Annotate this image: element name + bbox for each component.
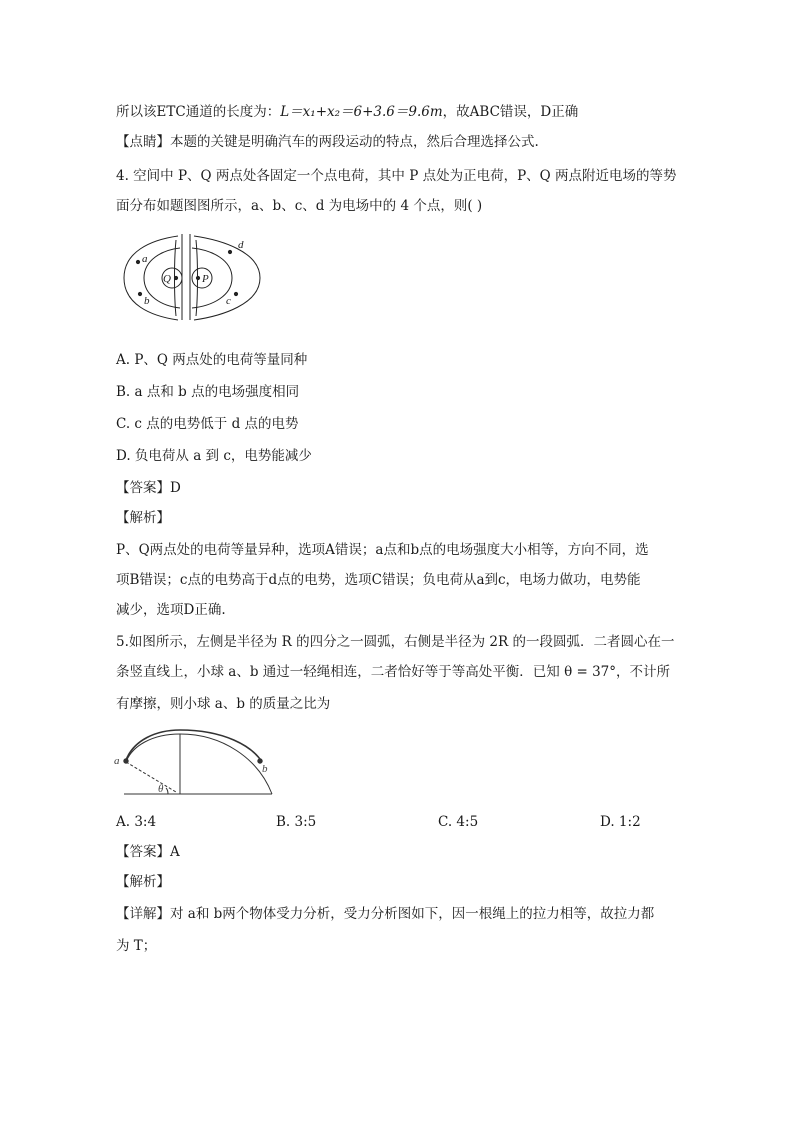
q4-analysis-line3: 减少，选项D正确. bbox=[116, 602, 226, 618]
q5-stem-line1: 5.如图所示，左侧是半径为 R 的四分之一圆弧，右侧是半径为 2R 的一段圆弧．二者圆心在一 bbox=[116, 634, 675, 650]
q4-analysis-line1: P、Q两点处的电荷等量异种，选项A错误；a点和b点的电场强度大小相等，方向不同，选 bbox=[116, 542, 649, 558]
label-a: a bbox=[142, 253, 148, 265]
q4-option-a: A. P、Q 两点处的电荷等量同种 bbox=[116, 352, 308, 368]
etc-length-line bbox=[116, 102, 578, 122]
q5-option-d: D. 1:2 bbox=[600, 814, 641, 830]
point-c-dot bbox=[234, 292, 237, 295]
q5-option-a: A. 3:4 bbox=[116, 814, 157, 830]
theta-arc bbox=[166, 788, 168, 794]
label-ball-b: b bbox=[262, 763, 268, 775]
q4-stem-line1: 4. 空间中 P、Q 两点处各固定一个点电荷，其中 P 点处为正电荷，P、Q 两点附近电场的等势 bbox=[116, 168, 677, 184]
q4-analysis-line2: 项B错误；c点的电势高于d点的电势，选项C错误；负电荷从a到c，电场力做功，电势能 bbox=[116, 572, 641, 588]
q4-option-d: D. 负电荷从 a 到 c，电势能减少 bbox=[116, 448, 312, 464]
label-q: Q bbox=[163, 273, 171, 285]
label-p: P bbox=[202, 273, 209, 285]
label-theta: θ bbox=[158, 783, 164, 795]
q5-detail-line1: 【详解】对 a和 b两个物体受力分析，受力分析图如下，因一根绳上的拉力相等，故拉力都 bbox=[116, 906, 655, 922]
label-ball-a: a bbox=[114, 755, 120, 767]
q4-answer: 【答案】D bbox=[116, 480, 181, 496]
ball-a bbox=[124, 759, 128, 763]
equipotential-figure bbox=[120, 232, 270, 324]
q5-answer: 【答案】A bbox=[116, 844, 180, 860]
radius-dashed-line bbox=[126, 762, 176, 792]
etc-length-prefix: 所以该ETC通道的长度为： bbox=[116, 104, 281, 120]
q5-detail-line2: 为 T； bbox=[116, 938, 157, 954]
point-a-dot bbox=[136, 260, 139, 263]
label-d: d bbox=[238, 239, 244, 251]
q4-stem-line2: 面分布如题图图所示，a、b、c、d 为电场中的 4 个点，则( ) bbox=[116, 198, 483, 214]
q5-stem-line2: 条竖直线上，小球 a、b 通过一轻绳相连，二者恰好等于等高处平衡．已知 θ = 37°，不计所 bbox=[116, 664, 671, 680]
point-b-dot bbox=[138, 292, 141, 295]
q5-stem-line3: 有摩擦，则小球 a、b 的质量之比为 bbox=[116, 696, 331, 712]
large-arc bbox=[180, 734, 272, 794]
label-b: b bbox=[144, 295, 150, 307]
q4-option-c: C. c 点的电势低于 d 点的电势 bbox=[116, 416, 299, 432]
etc-length-formula: L＝x₁+x₂＝6+3.6＝9.6m bbox=[280, 104, 443, 120]
q4-option-b: B. a 点和 b 点的电场强度相同 bbox=[116, 384, 300, 400]
q5-option-c: C. 4:5 bbox=[438, 814, 479, 830]
point-d-dot bbox=[228, 250, 231, 253]
q4-analysis-title: 【解析】 bbox=[116, 510, 170, 526]
q5-analysis-title: 【解析】 bbox=[116, 874, 170, 890]
tip-line: 【点睛】本题的关键是明确汽车的两段运动的特点，然后合理选择公式. bbox=[116, 134, 539, 150]
label-c: c bbox=[226, 295, 231, 307]
charge-q-dot bbox=[174, 276, 177, 279]
arc-figure bbox=[112, 728, 278, 796]
charge-p-dot bbox=[196, 276, 199, 279]
etc-length-suffix: ，故ABC错误，D正确 bbox=[442, 104, 579, 120]
q5-option-b: B. 3:5 bbox=[276, 814, 317, 830]
